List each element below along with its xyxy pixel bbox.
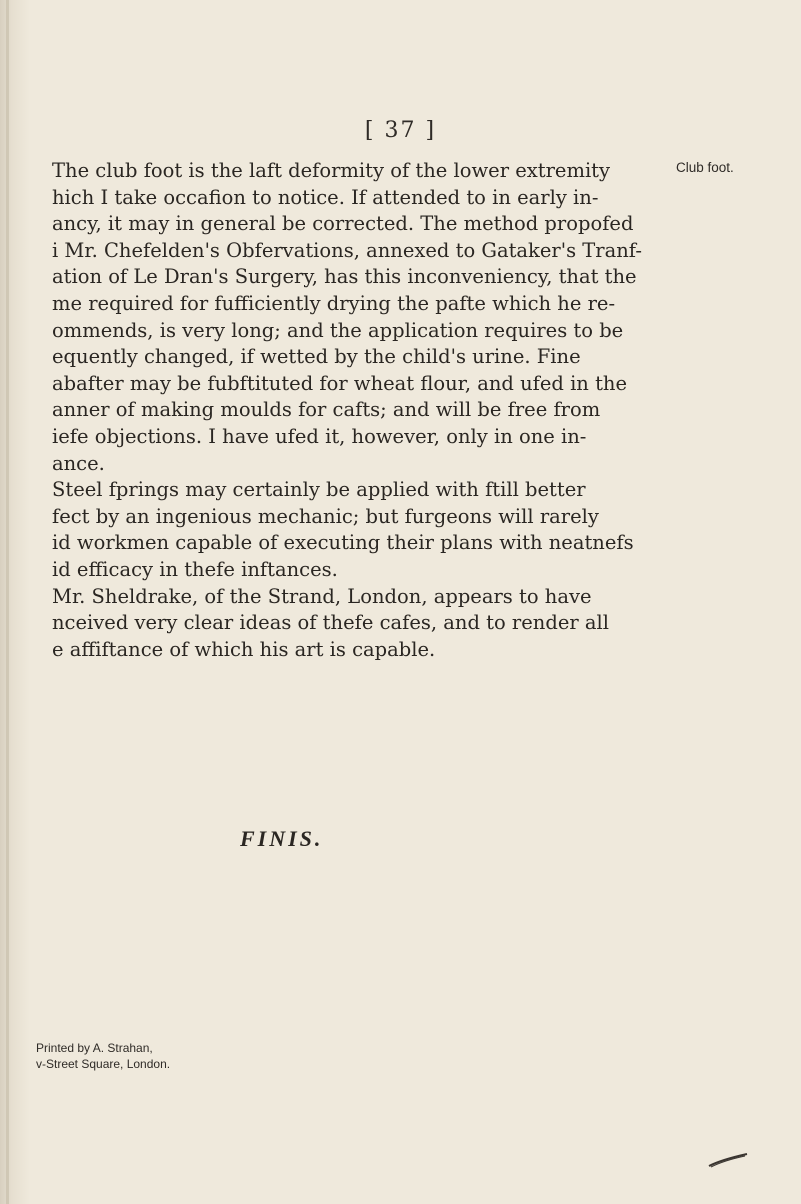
margin-note: Club foot.	[676, 160, 734, 175]
text-line: ommends, is very long; and the application requires to be	[52, 318, 624, 342]
page-gutter-shadow	[0, 0, 30, 1204]
imprint-line: Printed by A. Strahan,	[36, 1041, 153, 1055]
paragraph	[52, 584, 652, 664]
text-line: Steel fprings may certainly be applied with ftill better	[52, 478, 586, 502]
body-text	[52, 158, 652, 663]
paragraph	[52, 477, 652, 583]
binding-edge	[6, 0, 9, 1204]
text-line: hich I take occafion to notice. If attended to in early in-	[52, 185, 599, 209]
text-line: iefe objections. I have ufed it, however, only in one in-	[52, 424, 587, 448]
text-line: ance.	[52, 451, 105, 475]
text-line: abafter may be fubftituted for wheat flour, and ufed in the	[52, 371, 628, 395]
text-line: The club foot is the laft deformity of the lower extremity	[52, 159, 611, 182]
ink-smudge-mark	[707, 1152, 749, 1168]
paragraph	[52, 158, 652, 477]
text-line: me required for fufficiently drying the pafte which he re-	[52, 291, 616, 315]
text-line: ancy, it may in general be corrected. The method propofed	[52, 212, 634, 236]
text-line: id workmen capable of executing their plans with neatnefs	[52, 531, 634, 555]
text-line: i Mr. Chefelden's Obfervations, annexed to Gataker's Tranf-	[52, 238, 642, 262]
text-line: e affiftance of which his art is capable.	[52, 637, 436, 661]
printer-imprint	[36, 1040, 170, 1072]
text-line: equently changed, if wetted by the child's urine. Fine	[52, 345, 581, 369]
imprint-line: v-Street Square, London.	[36, 1057, 171, 1071]
text-line: anner of making moulds for cafts; and will be free from	[52, 398, 601, 422]
text-line: Mr. Sheldrake, of the Strand, London, appears to have	[52, 584, 592, 608]
text-line: id efficacy in thefe inftances.	[52, 557, 338, 581]
text-line: ation of Le Dran's Surgery, has this inconveniency, that the	[52, 265, 637, 289]
page-number: [ 37 ]	[364, 118, 437, 143]
finis-heading: FINIS.	[240, 826, 324, 851]
text-line: nceived very clear ideas of thefe cafes, and to render all	[52, 611, 609, 635]
text-line: fect by an ingenious mechanic; but furgeons will rarely	[52, 504, 599, 528]
